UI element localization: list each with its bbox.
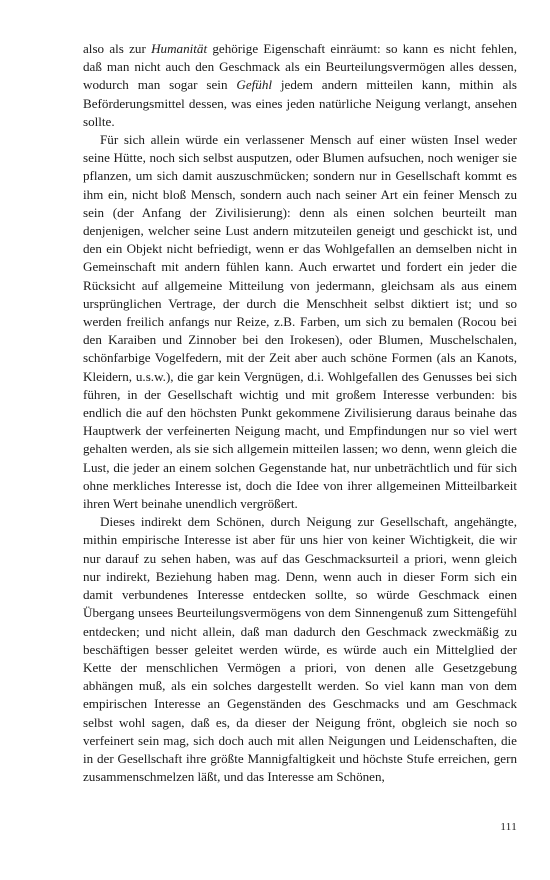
paragraph-1-run-1: also als zur xyxy=(83,41,152,56)
paragraph-2 xyxy=(83,131,517,513)
paragraph-3 xyxy=(83,513,517,786)
paragraph-2-text: Für sich allein würde ein verlassener Mensch auf einer wüsten Insel weder seine Hütte, noch sich selbst ausputzen, oder Blumen aufsuchen, noch weniger sie pflanzen, um sich damit auszuschmücken; sondern nur in Gesellschaft kommt es ihm ein, nicht bloß Mensch, sondern auch nach seiner Art ein feiner Mensch zu sein (der Anfang der Zivilisierung): denn als einen solchen beurteilt man denjenigen, welcher seine Lust andern mitzuteilen geneigt und geschickt ist, und den ein Objekt nicht befriedigt, wenn er das Wohlgefallen an demselben nicht in Gemeinschaft mit andern fühlen kann. Auch erwartet und fordert ein jeder die Rücksicht auf allgemeine Mitteilung von jedermann, gleichsam als aus einem ursprünglichen Vertrage, der durch die Menschheit selbst diktiert ist; und so werden freilich anfangs nur Reize, z.B. Farben, um sich zu bemalen (Rocou bei den Karaiben und Zinnober bei den Irokesen), oder Blumen, Muschelschalen, schönfarbige Vogelfedern, mit der Zeit aber auch schöne Formen (als an Kanots, Kleidern, u.s.w.), die gar kein Vergnügen, d.i. Wohlgefallen des Genusses bei sich führen, in der Gesellschaft wichtig und mit großem Interesse verbunden: bis endlich die auf den höchsten Punkt gekommene Zivilisierung daraus beinahe das Hauptwerk der verfeinerten Neigung macht, und Empfindungen nur so viel wert gehalten werden, als sie sich allgemein mitteilen lassen; wo denn, wenn gleich die Lust, die jeder an einem solchen Gegenstande hat, nur unbeträchtlich und für sich ohne merkliches Interesse ist, doch die Idee von ihrer allgemeinen Mitteilbarkeit ihren Wert beinahe unendlich vergrößert. xyxy=(83,132,517,512)
page-body xyxy=(83,40,517,786)
paragraph-1 xyxy=(83,40,517,131)
page-number: 111 xyxy=(500,821,517,833)
paragraph-1-emphasis-gefuehl: Gefühl xyxy=(236,77,273,93)
paragraph-3-text: Dieses indirekt dem Schönen, durch Neigung zur Gesellschaft, angehängte, mithin empirische Interesse ist aber für uns hier von keiner Wichtigkeit, die wir nur darauf zu sehen haben, was auf das Geschmacksurteil a priori, wenn gleich nur indirekt, Beziehung haben mag. Denn, wenn auch in dieser Form sich ein damit verbundenes Interesse entdecken sollte, so würde Geschmack einen Übergang unsees Beurteilungsvermögens von dem Sinnengenuß zum Sittengefühl entdecken; und nicht allein, daß man dadurch den Geschmack zweckmäßig zu beschäftigen besser geleitet werden würde, es würde auch ein Mittelglied der Kette der menschlichen Vermögen a priori, von denen alle Gesetzgebung abhängen muß, als ein solches dargestellt werden. So viel kann man von dem empirischen Interesse an Gegenständen des Geschmacks und am Geschmack selbst wohl sagen, daß es, da dieser der Neigung frönt, obgleich sie noch so verfeinert sein mag, sich doch auch mit allen Neigungen und Leidenschaften, die in der Gesellschaft ihre größte Mannigfaltigkeit und höchste Stufe erreichen, gern zusammenschmelzen läßt, und das Interesse am Schönen, xyxy=(83,514,517,785)
paragraph-1-run-5: jedem andern mitteilen kann, mithin als Beförderungsmittel dessen, was eines jeden natürliche Neigung verlangt, ansehen sollte. xyxy=(83,77,518,129)
paragraph-1-run-3: gehörige Eigenschaft einräumt: so kann es nicht fehlen, daß man nicht auch den Geschmack als ein Beurteilungsvermögen alles dessen, wodurch man sogar sein xyxy=(83,41,517,93)
paragraph-1-emphasis-humanitaet: Humanität xyxy=(151,41,208,56)
